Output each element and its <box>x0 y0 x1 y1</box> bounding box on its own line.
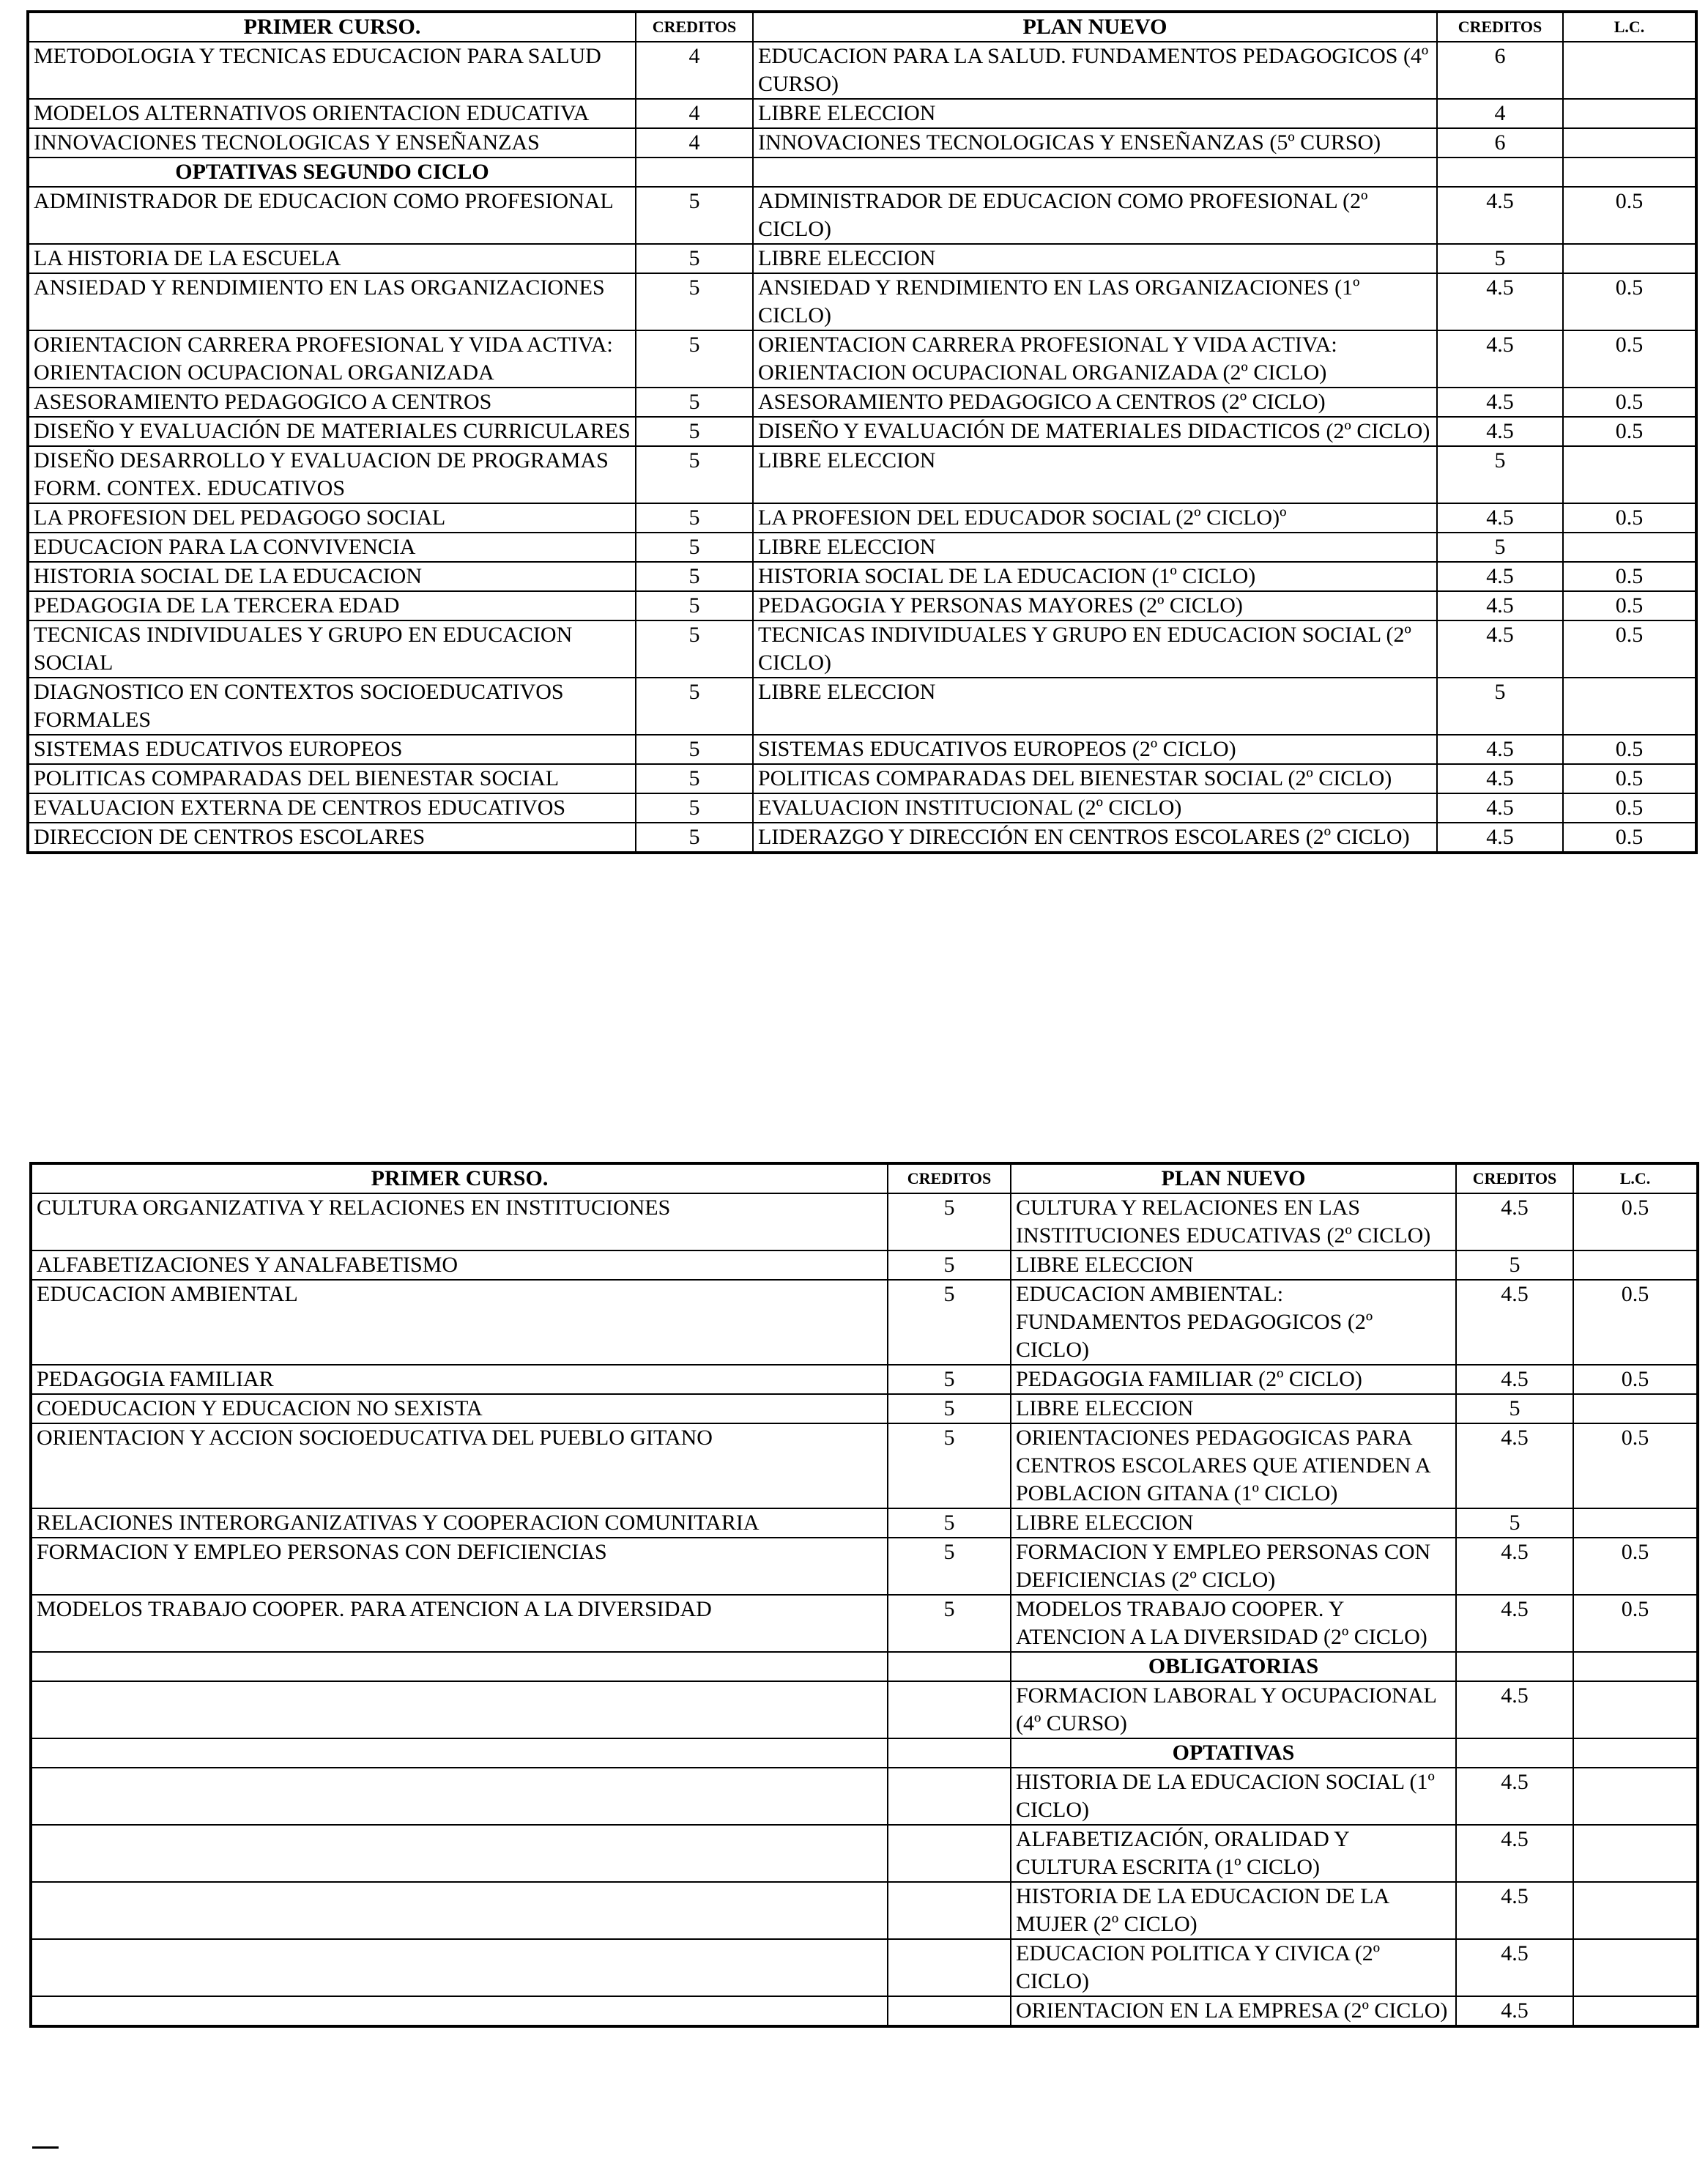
new-credits-cell: 4.5 <box>1437 562 1563 591</box>
credits-cell <box>888 1939 1011 1996</box>
credits-cell: 5 <box>636 562 753 591</box>
new-credits-cell: 5 <box>1456 1508 1573 1538</box>
lc-cell <box>1563 128 1696 158</box>
course-cell <box>31 1681 888 1738</box>
empty-cell <box>1456 1738 1573 1768</box>
lc-cell <box>1573 1250 1698 1280</box>
section-row <box>31 1738 1698 1768</box>
credits-cell: 5 <box>636 533 753 562</box>
new-credits-cell: 4.5 <box>1456 1595 1573 1652</box>
lc-cell: 0.5 <box>1573 1538 1698 1595</box>
credits-cell: 5 <box>636 187 753 244</box>
credits-cell: 5 <box>636 417 753 446</box>
new-credits-cell: 4.5 <box>1456 1280 1573 1365</box>
header-new-credits: CREDITOS <box>1437 12 1563 42</box>
header-credits: CREDITOS <box>636 12 753 42</box>
table-row <box>28 187 1696 244</box>
lc-cell: 0.5 <box>1563 503 1696 533</box>
credits-cell <box>888 1768 1011 1825</box>
plan-cell: ASESORAMIENTO PEDAGOGICO A CENTROS (2º CICLO) <box>753 388 1437 417</box>
plan-cell: ANSIEDAD Y RENDIMIENTO EN LAS ORGANIZACIONES (1º CICLO) <box>753 273 1437 330</box>
table-row <box>28 128 1696 158</box>
course-cell: ASESORAMIENTO PEDAGOGICO A CENTROS <box>28 388 636 417</box>
equivalence-table-1 <box>26 10 1698 854</box>
course-cell: ANSIEDAD Y RENDIMIENTO EN LAS ORGANIZACIONES <box>28 273 636 330</box>
table-row <box>31 1280 1698 1365</box>
course-cell: DIAGNOSTICO EN CONTEXTOS SOCIOEDUCATIVOS FORMALES <box>28 678 636 735</box>
table-row <box>28 417 1696 446</box>
plan-cell: HISTORIA SOCIAL DE LA EDUCACION (1º CICLO) <box>753 562 1437 591</box>
credits-cell: 5 <box>888 1595 1011 1652</box>
course-cell: DISEÑO DESARROLLO Y EVALUACION DE PROGRAMAS FORM. CONTEX. EDUCATIVOS <box>28 446 636 503</box>
header-row <box>28 12 1696 42</box>
new-credits-cell: 4.5 <box>1437 591 1563 620</box>
new-credits-cell: 6 <box>1437 42 1563 99</box>
new-credits-cell: 4.5 <box>1456 1423 1573 1508</box>
lc-cell: 0.5 <box>1563 330 1696 388</box>
lc-cell: 0.5 <box>1563 417 1696 446</box>
table-row <box>31 1250 1698 1280</box>
plan-cell: FORMACION Y EMPLEO PERSONAS CON DEFICIENCIAS (2º CICLO) <box>1011 1538 1456 1595</box>
plan-cell: LIBRE ELECCION <box>1011 1250 1456 1280</box>
course-cell: PEDAGOGIA DE LA TERCERA EDAD <box>28 591 636 620</box>
credits-cell: 5 <box>636 244 753 273</box>
lc-cell: 0.5 <box>1563 187 1696 244</box>
new-credits-cell: 5 <box>1437 533 1563 562</box>
lc-cell: 0.5 <box>1573 1595 1698 1652</box>
course-cell: EVALUACION EXTERNA DE CENTROS EDUCATIVOS <box>28 793 636 823</box>
new-credits-cell: 4.5 <box>1437 503 1563 533</box>
table-row <box>31 1394 1698 1423</box>
credits-cell: 5 <box>636 591 753 620</box>
table-1-body <box>28 42 1696 853</box>
empty-cell <box>888 1652 1011 1681</box>
plan-cell: FORMACION LABORAL Y OCUPACIONAL (4º CURSO) <box>1011 1681 1456 1738</box>
lc-cell <box>1573 1825 1698 1882</box>
header-lc: L.C. <box>1573 1163 1698 1193</box>
table-row <box>28 503 1696 533</box>
plan-cell: LIBRE ELECCION <box>753 244 1437 273</box>
plan-cell: ORIENTACION CARRERA PROFESIONAL Y VIDA ACTIVA: ORIENTACION OCUPACIONAL ORGANIZADA (2º CICLO) <box>753 330 1437 388</box>
header-credits: CREDITOS <box>888 1163 1011 1193</box>
plan-cell: MODELOS TRABAJO COOPER. Y ATENCION A LA DIVERSIDAD (2º CICLO) <box>1011 1595 1456 1652</box>
course-cell <box>31 1996 888 2026</box>
lc-cell: 0.5 <box>1573 1423 1698 1508</box>
lc-cell <box>1563 99 1696 128</box>
new-credits-cell: 4.5 <box>1437 330 1563 388</box>
course-cell: MODELOS TRABAJO COOPER. PARA ATENCION A LA DIVERSIDAD <box>31 1595 888 1652</box>
course-cell: ORIENTACION CARRERA PROFESIONAL Y VIDA ACTIVA: ORIENTACION OCUPACIONAL ORGANIZADA <box>28 330 636 388</box>
plan-cell: ORIENTACION EN LA EMPRESA (2º CICLO) <box>1011 1996 1456 2026</box>
new-credits-cell: 4.5 <box>1456 1538 1573 1595</box>
new-credits-cell: 4.5 <box>1437 823 1563 853</box>
credits-cell: 5 <box>636 388 753 417</box>
empty-cell <box>1563 158 1696 187</box>
course-cell: POLITICAS COMPARADAS DEL BIENESTAR SOCIAL <box>28 764 636 793</box>
section-row <box>28 158 1696 187</box>
plan-cell: EDUCACION AMBIENTAL: FUNDAMENTOS PEDAGOGICOS (2º CICLO) <box>1011 1280 1456 1365</box>
plan-cell: EDUCACION POLITICA Y CIVICA (2º CICLO) <box>1011 1939 1456 1996</box>
plan-cell: ALFABETIZACIÓN, ORALIDAD Y CULTURA ESCRITA (1º CICLO) <box>1011 1825 1456 1882</box>
lc-cell <box>1563 42 1696 99</box>
lc-cell: 0.5 <box>1563 273 1696 330</box>
lc-cell <box>1573 1882 1698 1939</box>
lc-cell <box>1563 446 1696 503</box>
new-credits-cell: 4.5 <box>1456 1825 1573 1882</box>
plan-cell: ADMINISTRADOR DE EDUCACION COMO PROFESIONAL (2º CICLO) <box>753 187 1437 244</box>
new-credits-cell: 6 <box>1437 128 1563 158</box>
course-cell: CULTURA ORGANIZATIVA Y RELACIONES EN INSTITUCIONES <box>31 1193 888 1250</box>
table-row <box>28 273 1696 330</box>
lc-cell: 0.5 <box>1563 764 1696 793</box>
new-credits-cell: 4.5 <box>1456 1681 1573 1738</box>
table-row <box>31 1365 1698 1394</box>
empty-cell <box>31 1652 888 1681</box>
table-row <box>28 620 1696 678</box>
new-credits-cell: 4.5 <box>1456 1193 1573 1250</box>
plan-cell: LIDERAZGO Y DIRECCIÓN EN CENTROS ESCOLARES (2º CICLO) <box>753 823 1437 853</box>
table-row <box>28 793 1696 823</box>
table-row <box>28 244 1696 273</box>
credits-cell: 4 <box>636 42 753 99</box>
credits-cell: 5 <box>888 1365 1011 1394</box>
course-cell <box>31 1825 888 1882</box>
new-credits-cell: 4.5 <box>1437 793 1563 823</box>
plan-cell: POLITICAS COMPARADAS DEL BIENESTAR SOCIAL (2º CICLO) <box>753 764 1437 793</box>
course-cell: FORMACION Y EMPLEO PERSONAS CON DEFICIENCIAS <box>31 1538 888 1595</box>
table-row <box>28 99 1696 128</box>
course-cell <box>31 1882 888 1939</box>
lc-cell: 0.5 <box>1573 1193 1698 1250</box>
course-cell: MODELOS ALTERNATIVOS ORIENTACION EDUCATIVA <box>28 99 636 128</box>
new-credits-cell: 4.5 <box>1456 1939 1573 1996</box>
header-course: PRIMER CURSO. <box>28 12 636 42</box>
new-credits-cell: 5 <box>1437 678 1563 735</box>
plan-cell: INNOVACIONES TECNOLOGICAS Y ENSEÑANZAS (5º CURSO) <box>753 128 1437 158</box>
credits-cell <box>888 1996 1011 2026</box>
plan-cell: EVALUACION INSTITUCIONAL (2º CICLO) <box>753 793 1437 823</box>
empty-cell <box>1456 1652 1573 1681</box>
table-row <box>28 764 1696 793</box>
plan-cell: PEDAGOGIA FAMILIAR (2º CICLO) <box>1011 1365 1456 1394</box>
table-row <box>28 42 1696 99</box>
plan-cell: LIBRE ELECCION <box>753 446 1437 503</box>
table-row <box>31 1538 1698 1595</box>
scan-mark <box>32 2146 59 2149</box>
course-cell: HISTORIA SOCIAL DE LA EDUCACION <box>28 562 636 591</box>
table-row <box>31 1939 1698 1996</box>
plan-cell: LIBRE ELECCION <box>1011 1508 1456 1538</box>
lc-cell: 0.5 <box>1563 793 1696 823</box>
plan-cell: HISTORIA DE LA EDUCACION DE LA MUJER (2º CICLO) <box>1011 1882 1456 1939</box>
course-cell: COEDUCACION Y EDUCACION NO SEXISTA <box>31 1394 888 1423</box>
lc-cell: 0.5 <box>1563 562 1696 591</box>
new-credits-cell: 4.5 <box>1437 417 1563 446</box>
course-cell: METODOLOGIA Y TECNICAS EDUCACION PARA SALUD <box>28 42 636 99</box>
credits-cell: 5 <box>636 823 753 853</box>
new-credits-cell: 5 <box>1437 446 1563 503</box>
credits-cell: 5 <box>636 330 753 388</box>
credits-cell: 5 <box>636 793 753 823</box>
plan-cell: PEDAGOGIA Y PERSONAS MAYORES (2º CICLO) <box>753 591 1437 620</box>
lc-cell <box>1573 1996 1698 2026</box>
credits-cell: 5 <box>636 620 753 678</box>
credits-cell: 5 <box>888 1538 1011 1595</box>
new-credits-cell: 4.5 <box>1456 1996 1573 2026</box>
course-cell: RELACIONES INTERORGANIZATIVAS Y COOPERACION COMUNITARIA <box>31 1508 888 1538</box>
table-row <box>28 678 1696 735</box>
credits-cell: 5 <box>636 446 753 503</box>
table-row <box>28 735 1696 764</box>
credits-cell <box>888 1882 1011 1939</box>
new-credits-cell: 5 <box>1456 1250 1573 1280</box>
lc-cell <box>1563 533 1696 562</box>
course-cell: ORIENTACION Y ACCION SOCIOEDUCATIVA DEL PUEBLO GITANO <box>31 1423 888 1508</box>
header-new-credits: CREDITOS <box>1456 1163 1573 1193</box>
credits-cell: 5 <box>636 764 753 793</box>
new-credits-cell: 4.5 <box>1437 388 1563 417</box>
table-row <box>31 1996 1698 2026</box>
lc-cell: 0.5 <box>1573 1365 1698 1394</box>
credits-cell: 5 <box>888 1394 1011 1423</box>
new-credits-cell: 4.5 <box>1437 187 1563 244</box>
section-title: OPTATIVAS SEGUNDO CICLO <box>28 158 636 187</box>
table-row <box>28 330 1696 388</box>
new-credits-cell: 4.5 <box>1437 273 1563 330</box>
credits-cell: 5 <box>636 273 753 330</box>
table-row <box>31 1681 1698 1738</box>
lc-cell: 0.5 <box>1563 591 1696 620</box>
header-course: PRIMER CURSO. <box>31 1163 888 1193</box>
credits-cell: 5 <box>888 1423 1011 1508</box>
table-row <box>31 1423 1698 1508</box>
section-title: OPTATIVAS <box>1011 1738 1456 1768</box>
empty-cell <box>1573 1738 1698 1768</box>
credits-cell: 4 <box>636 99 753 128</box>
empty-cell <box>888 1738 1011 1768</box>
lc-cell <box>1563 244 1696 273</box>
lc-cell: 0.5 <box>1563 823 1696 853</box>
course-cell: LA HISTORIA DE LA ESCUELA <box>28 244 636 273</box>
header-plan: PLAN NUEVO <box>753 12 1437 42</box>
credits-cell <box>888 1681 1011 1738</box>
credits-cell: 5 <box>636 735 753 764</box>
course-cell: DIRECCION DE CENTROS ESCOLARES <box>28 823 636 853</box>
table-row <box>31 1768 1698 1825</box>
course-cell <box>31 1939 888 1996</box>
plan-cell: DISEÑO Y EVALUACIÓN DE MATERIALES DIDACTICOS (2º CICLO) <box>753 417 1437 446</box>
empty-cell <box>1573 1652 1698 1681</box>
course-cell: DISEÑO Y EVALUACIÓN DE MATERIALES CURRICULARES <box>28 417 636 446</box>
plan-cell: ORIENTACIONES PEDAGOGICAS PARA CENTROS ESCOLARES QUE ATIENDEN A POBLACION GITANA (1º CICLO) <box>1011 1423 1456 1508</box>
lc-cell: 0.5 <box>1563 735 1696 764</box>
course-cell <box>31 1768 888 1825</box>
lc-cell: 0.5 <box>1563 388 1696 417</box>
new-credits-cell: 4.5 <box>1456 1365 1573 1394</box>
header-lc: L.C. <box>1563 12 1696 42</box>
lc-cell <box>1573 1508 1698 1538</box>
credits-cell: 4 <box>636 128 753 158</box>
course-cell: LA PROFESION DEL PEDAGOGO SOCIAL <box>28 503 636 533</box>
plan-cell: LIBRE ELECCION <box>753 678 1437 735</box>
lc-cell: 0.5 <box>1573 1280 1698 1365</box>
plan-cell: TECNICAS INDIVIDUALES Y GRUPO EN EDUCACION SOCIAL (2º CICLO) <box>753 620 1437 678</box>
table-row <box>31 1508 1698 1538</box>
credits-cell: 5 <box>888 1193 1011 1250</box>
section-title: OBLIGATORIAS <box>1011 1652 1456 1681</box>
new-credits-cell: 5 <box>1437 244 1563 273</box>
lc-cell <box>1573 1394 1698 1423</box>
course-cell: EDUCACION PARA LA CONVIVENCIA <box>28 533 636 562</box>
header-row <box>31 1163 1698 1193</box>
table-row <box>31 1193 1698 1250</box>
new-credits-cell: 4.5 <box>1437 735 1563 764</box>
credits-cell: 5 <box>888 1280 1011 1365</box>
course-cell: ADMINISTRADOR DE EDUCACION COMO PROFESIONAL <box>28 187 636 244</box>
credits-cell: 5 <box>888 1508 1011 1538</box>
empty-cell <box>1437 158 1563 187</box>
table-2-body <box>31 1193 1698 2026</box>
table-row <box>31 1595 1698 1652</box>
plan-cell: CULTURA Y RELACIONES EN LAS INSTITUCIONES EDUCATIVAS (2º CICLO) <box>1011 1193 1456 1250</box>
lc-cell <box>1563 678 1696 735</box>
new-credits-cell: 4.5 <box>1456 1768 1573 1825</box>
empty-cell <box>31 1738 888 1768</box>
plan-cell: LIBRE ELECCION <box>753 533 1437 562</box>
plan-cell: LIBRE ELECCION <box>1011 1394 1456 1423</box>
lc-cell <box>1573 1939 1698 1996</box>
course-cell: PEDAGOGIA FAMILIAR <box>31 1365 888 1394</box>
equivalence-table-2 <box>29 1162 1699 2028</box>
lc-cell: 0.5 <box>1563 620 1696 678</box>
credits-cell <box>888 1825 1011 1882</box>
credits-cell: 5 <box>636 678 753 735</box>
new-credits-cell: 4.5 <box>1456 1882 1573 1939</box>
table-row <box>28 562 1696 591</box>
new-credits-cell: 4.5 <box>1437 620 1563 678</box>
lc-cell <box>1573 1768 1698 1825</box>
table-row <box>31 1825 1698 1882</box>
plan-cell: HISTORIA DE LA EDUCACION SOCIAL (1º CICLO) <box>1011 1768 1456 1825</box>
table-row <box>28 446 1696 503</box>
table-row <box>28 591 1696 620</box>
new-credits-cell: 4.5 <box>1437 764 1563 793</box>
table-row <box>31 1882 1698 1939</box>
new-credits-cell: 4 <box>1437 99 1563 128</box>
table-row <box>28 533 1696 562</box>
course-cell: EDUCACION AMBIENTAL <box>31 1280 888 1365</box>
lc-cell <box>1573 1681 1698 1738</box>
table-row <box>28 388 1696 417</box>
plan-cell: SISTEMAS EDUCATIVOS EUROPEOS (2º CICLO) <box>753 735 1437 764</box>
new-credits-cell: 5 <box>1456 1394 1573 1423</box>
credits-cell: 5 <box>888 1250 1011 1280</box>
credits-cell: 5 <box>636 503 753 533</box>
plan-cell: LIBRE ELECCION <box>753 99 1437 128</box>
plan-cell: LA PROFESION DEL EDUCADOR SOCIAL (2º CICLO)º <box>753 503 1437 533</box>
course-cell: SISTEMAS EDUCATIVOS EUROPEOS <box>28 735 636 764</box>
section-row <box>31 1652 1698 1681</box>
table-row <box>28 823 1696 853</box>
course-cell: TECNICAS INDIVIDUALES Y GRUPO EN EDUCACION SOCIAL <box>28 620 636 678</box>
empty-cell <box>753 158 1437 187</box>
header-plan: PLAN NUEVO <box>1011 1163 1456 1193</box>
course-cell: ALFABETIZACIONES Y ANALFABETISMO <box>31 1250 888 1280</box>
plan-cell: EDUCACION PARA LA SALUD. FUNDAMENTOS PEDAGOGICOS (4º CURSO) <box>753 42 1437 99</box>
course-cell: INNOVACIONES TECNOLOGICAS Y ENSEÑANZAS <box>28 128 636 158</box>
empty-cell <box>636 158 753 187</box>
